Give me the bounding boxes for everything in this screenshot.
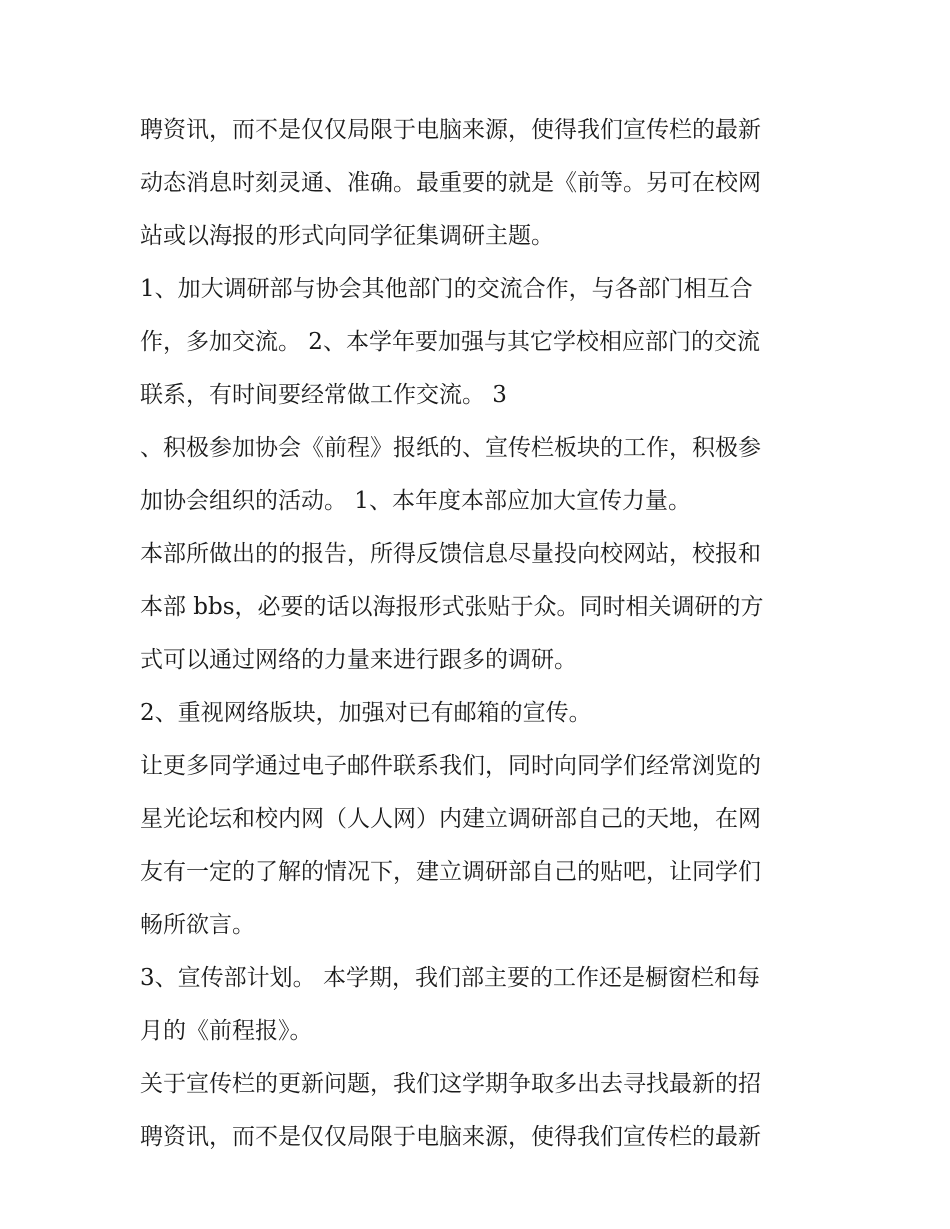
text-line: 作，多加交流。 2、本学年要加强与其它学校相应部门的交流: [140, 329, 760, 355]
text-line: 2、重视网络版块，加强对已有邮箱的宣传。: [140, 700, 592, 726]
text-line: 式可以通过网络的力量来进行跟多的调研。: [140, 647, 577, 673]
text-line: 关于宣传栏的更新问题，我们这学期争取多出去寻找最新的招: [140, 1071, 761, 1097]
text-line: 聘资讯，而不是仅仅局限于电脑来源，使得我们宣传栏的最新: [140, 117, 761, 143]
text-line: 本部所做出的的报告，所得反馈信息尽量投向校网站，校报和: [140, 541, 761, 567]
text-line: 聘资讯，而不是仅仅局限于电脑来源，使得我们宣传栏的最新: [140, 1124, 761, 1150]
text-line: 让更多同学通过电子邮件联系我们，同时向同学们经常浏览的: [140, 753, 761, 779]
text-line: 联系，有时间要经常做工作交流。 3: [140, 382, 507, 408]
text-line: 站或以海报的形式向同学征集调研主题。: [140, 223, 554, 249]
text-line: 、积极参加协会《前程》报纸的、宣传栏板块的工作，积极参: [140, 435, 761, 461]
text-line: 月的《前程报》。: [140, 1018, 313, 1044]
text-line: 友有一定的了解的情况下，建立调研部自己的贴吧，让同学们: [140, 859, 761, 885]
body-text: [140, 104, 820, 1164]
text-line: 畅所欲言。: [140, 912, 255, 938]
text-line: 3、宣传部计划。 本学期，我们部主要的工作还是橱窗栏和每: [140, 965, 760, 991]
text-line: 动态消息时刻灵通、准确。最重要的就是《前等。另可在校网: [140, 170, 761, 196]
text-line: 星光论坛和校内网（人人网）内建立调研部自己的天地，在网: [140, 806, 761, 832]
text-line: 本部 bbs，必要的话以海报形式张贴于众。同时相关调研的方: [140, 594, 764, 620]
text-line: 1、加大调研部与协会其他部门的交流合作，与各部门相互合: [140, 276, 753, 302]
text-line: 加协会组织的活动。 1、本年度本部应加大宣传力量。: [140, 488, 691, 514]
